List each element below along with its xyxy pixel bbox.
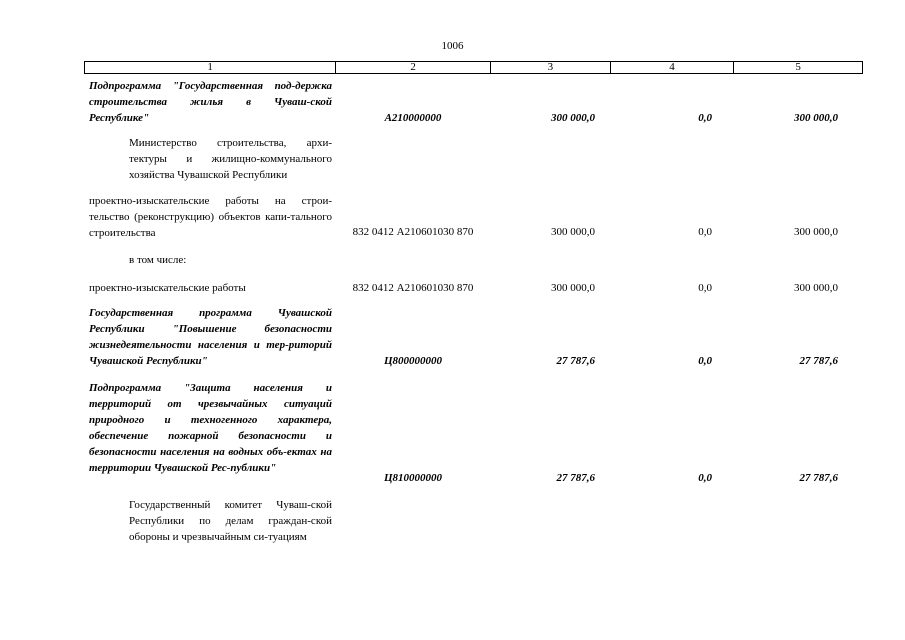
row-4-code: 832 0412 А210601030 870	[352, 282, 474, 294]
row-2-col3: 300 000,0	[551, 226, 595, 238]
row-2-code: 832 0412 А210601030 870	[352, 226, 474, 238]
row-6-code: Ц810000000	[383, 472, 443, 484]
row-5-col4: 0,0	[698, 355, 712, 367]
row-5-col5: 27 787,6	[799, 355, 838, 367]
row-0-code: А210000000	[384, 112, 442, 124]
row-4-col4: 0,0	[698, 282, 712, 294]
row-0-col4: 0,0	[698, 112, 712, 124]
row-2-description: проектно-изыскательские работы на строи-тельство (реконструкцию) объектов капи-тального строительства	[89, 195, 332, 239]
row-5-col3: 27 787,6	[556, 355, 595, 367]
header-col-3: 3	[491, 62, 611, 73]
row-0-col3: 300 000,0	[551, 112, 595, 124]
table-header	[84, 61, 863, 74]
row-6-description: Подпрограмма "Защита населения и территорий от чрезвычайных ситуаций природного и техногенного характера, обеспечение пожарной безопасности и безопасности населения на водных объ-ектах на территории Чувашской Рес-публики"	[89, 382, 332, 474]
header-col-2: 2	[336, 62, 491, 73]
row-2-col5: 300 000,0	[794, 226, 838, 238]
row-2-col4: 0,0	[698, 226, 712, 238]
row-3-description: в том числе:	[129, 254, 187, 266]
row-0-col5: 300 000,0	[794, 112, 838, 124]
header-col-1: 1	[85, 62, 336, 73]
row-6-col4: 0,0	[698, 472, 712, 484]
row-0-description: Подпрограмма "Государственная под-держка строительства жилья в Чуваш-ской Республике"	[89, 80, 332, 124]
row-6-col3: 27 787,6	[556, 472, 595, 484]
row-1-description: Министерство строительства, архи-тектуры и жилищно-коммунального хозяйства Чувашской Республики	[129, 137, 332, 181]
row-6-col5: 27 787,6	[799, 472, 838, 484]
row-4-col3: 300 000,0	[551, 282, 595, 294]
header-col-4: 4	[611, 62, 735, 73]
row-5-code: Ц800000000	[383, 355, 443, 367]
row-4-col5: 300 000,0	[794, 282, 838, 294]
page-number: 1006	[441, 40, 464, 52]
row-5-description: Государственная программа Чувашской Республики "Повышение безопасности жизнедеятельности населения и тер-риторий Чувашской Республики"	[89, 307, 332, 367]
row-4-description: проектно-изыскательские работы	[89, 282, 246, 294]
row-7-description: Государственный комитет Чуваш-ской Республики по делам граждан-ской обороны и чрезвычайным си-туациям	[129, 499, 332, 543]
header-col-5: 5	[795, 61, 801, 73]
